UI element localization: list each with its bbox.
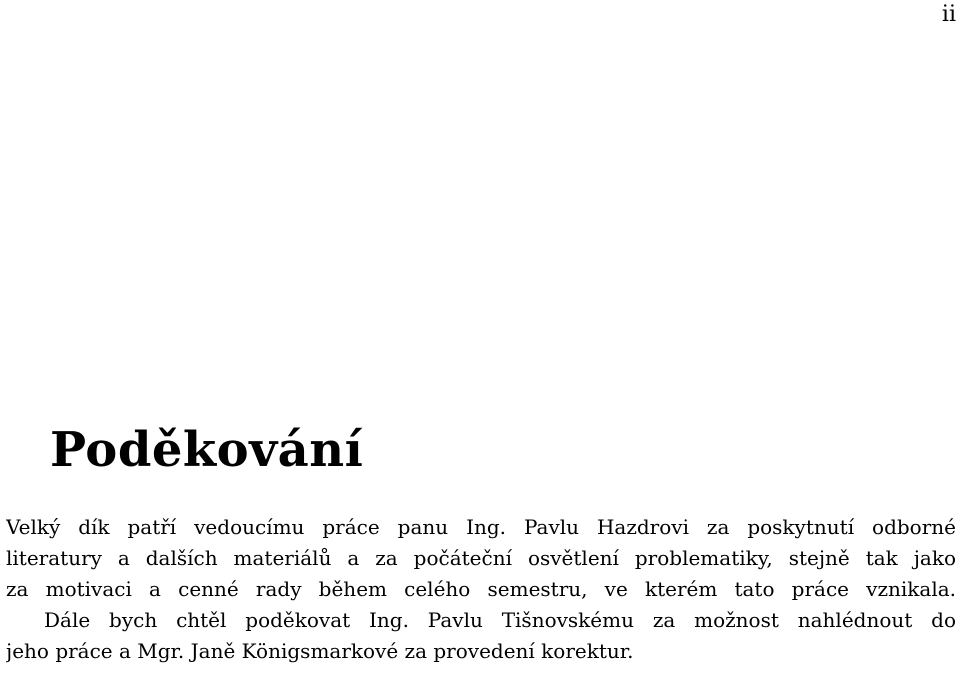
paragraph-line: jeho práce a Mgr. Janě Königsmarkové za provedení korektur. bbox=[6, 639, 634, 663]
page-number: ii bbox=[941, 2, 956, 27]
paragraph-line: literatury a dalších materiálů a za počáteční osvětlení problematiky, stejně tak jako bbox=[6, 546, 956, 570]
paragraph-line: Dále bych chtěl poděkovat Ing. Pavlu Tišnovskému za možnost nahlédnout do bbox=[44, 608, 956, 632]
paragraph-line: za motivaci a cenné rady během celého semestru, ve kterém tato práce vznikala. bbox=[6, 577, 956, 601]
section-heading: Poděkování bbox=[50, 422, 364, 478]
acknowledgement-paragraphs bbox=[6, 512, 956, 667]
paragraph-line: Velký dík patří vedoucímu práce panu Ing. Pavlu Hazdrovi za poskytnutí odborné bbox=[6, 515, 956, 539]
